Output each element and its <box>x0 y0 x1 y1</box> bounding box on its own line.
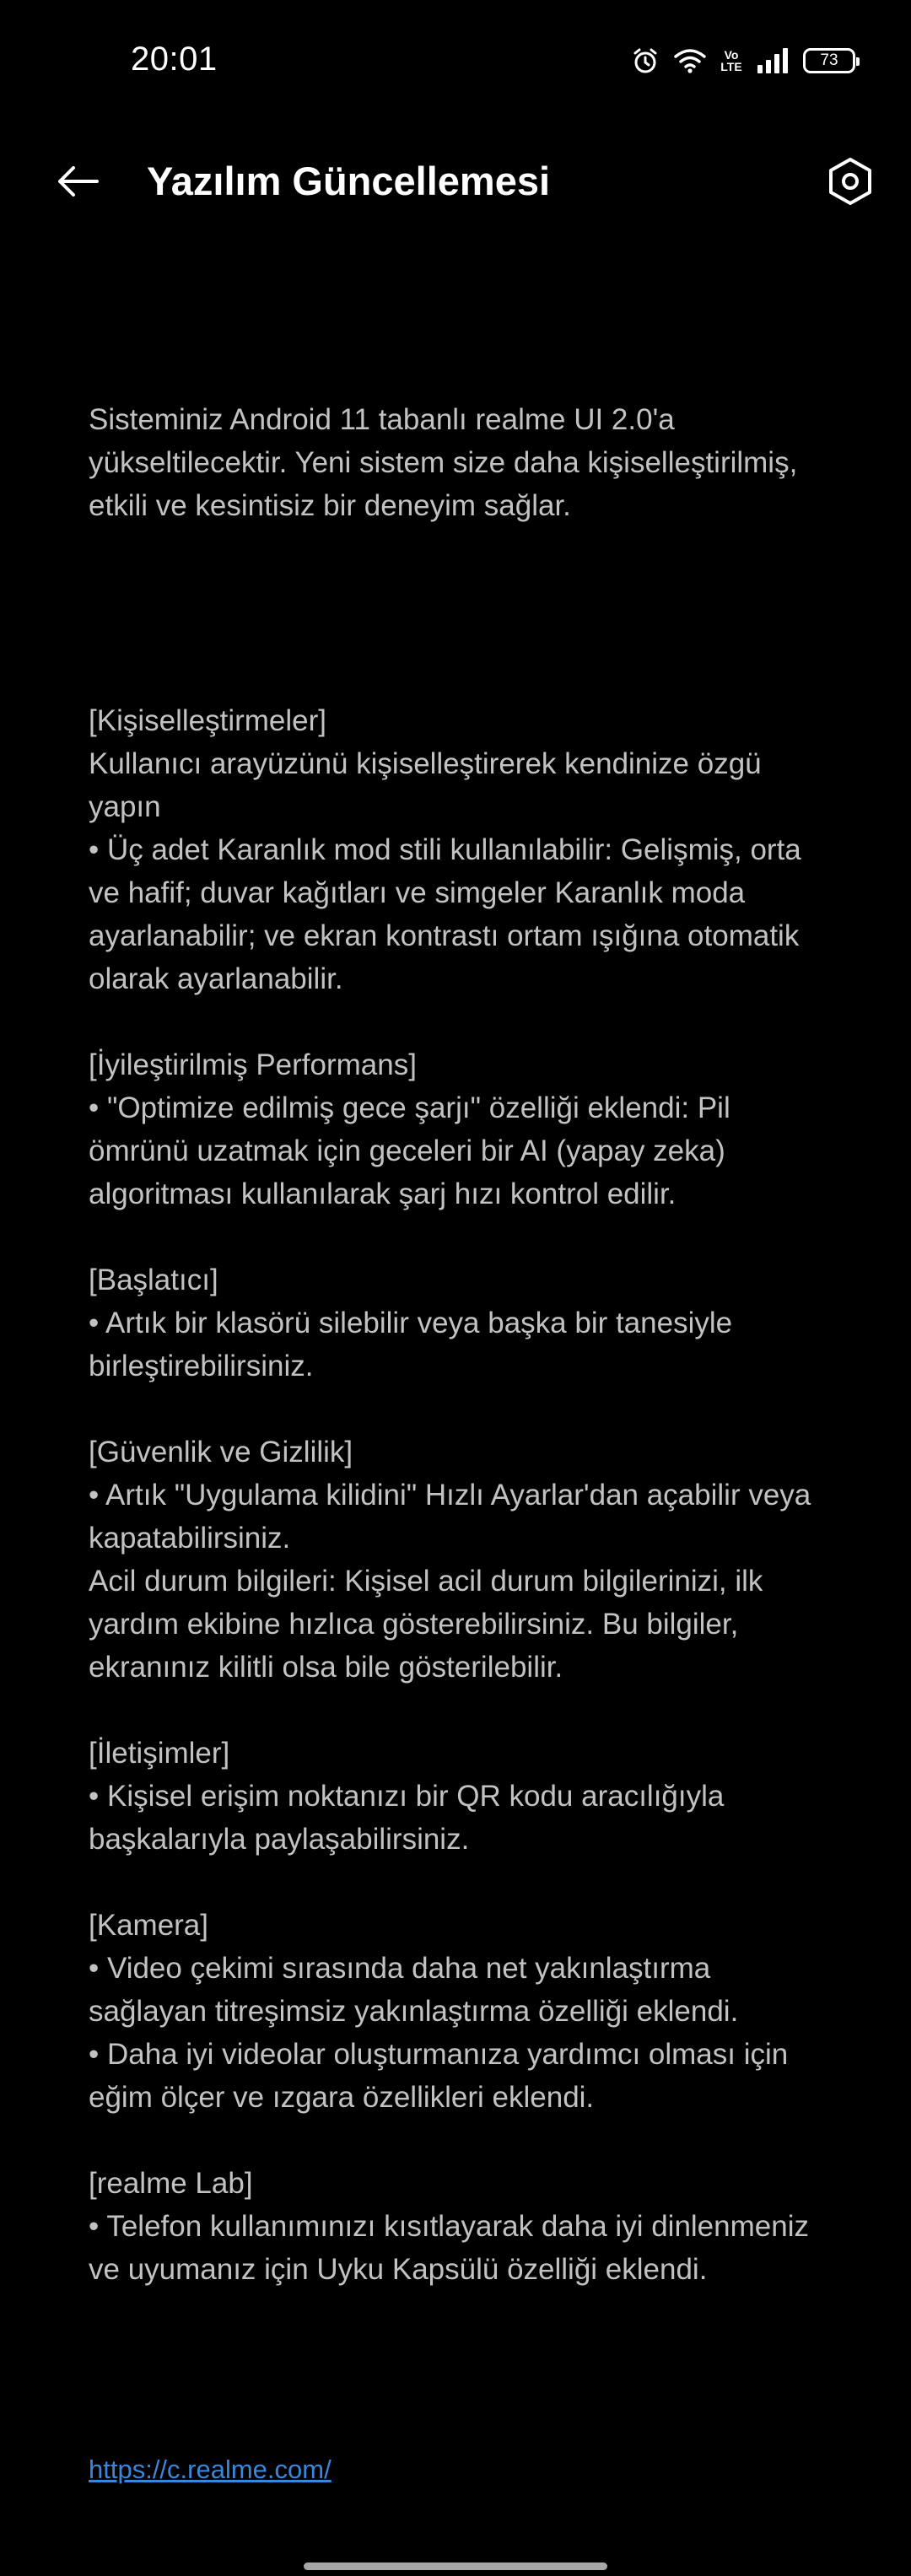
section-line: Acil durum bilgileri: Kişisel acil durum bilgilerinizi, ilk yardım ekibine hızlıca gösterebilirsiniz. Bu bilgiler, ekranınız kilitli olsa bile gösterilebilir. <box>89 1565 763 1684</box>
section-launcher <box>89 1258 831 1388</box>
section-title: [Kişiselleştirmeler] <box>89 704 326 737</box>
section-line: • Kişisel erişim noktanızı bir QR kodu aracılığıyla başkalarıyla paylaşabilirsiniz. <box>89 1780 725 1856</box>
settings-button[interactable] <box>823 154 877 208</box>
volte-top-label: Vo <box>724 48 739 62</box>
section-line: • Artık bir klasörü silebilir veya başka bir tanesiyle birleştirebilirsiniz. <box>89 1307 733 1382</box>
realme-link[interactable]: https://c.realme.com/ <box>89 2455 332 2484</box>
section-security-privacy <box>89 1431 831 1689</box>
section-title: [Başlatıcı] <box>89 1264 218 1296</box>
app-bar <box>0 143 911 219</box>
section-title: [realme Lab] <box>89 2167 253 2200</box>
section-line: • Daha iyi videolar oluşturmanıza yardımcı olması için eğim ölçer ve ızgara özellikleri eklendi. <box>89 2038 789 2114</box>
status-time: 20:01 <box>131 40 218 78</box>
volte-bottom-label: LTE <box>720 60 742 73</box>
section-realme-lab <box>89 2162 831 2291</box>
section-line: • Üç adet Karanlık mod stili kullanılabilir: Gelişmiş, orta ve hafif; duvar kağıtları ve simgeler Karanlık moda ayarlanabilir; ve ekran kontrastı ortam ışığına otomatik olarak ayarlanabilir. <box>89 833 801 995</box>
page-title: Yazılım Güncellemesi <box>147 159 551 203</box>
release-notes <box>89 398 831 2334</box>
home-indicator[interactable] <box>304 2563 607 2570</box>
section-title: [İletişimler] <box>89 1737 230 1770</box>
alarm-icon <box>631 46 660 75</box>
section-line: • Telefon kullanımınızı kısıtlayarak daha iyi dinlenmeniz ve uyumanız için Uyku Kapsülü özelliği eklendi. <box>89 2210 809 2286</box>
section-title: [Güvenlik ve Gizlilik] <box>89 1436 353 1469</box>
section-line: • "Optimize edilmiş gece şarjı" özelliği eklendi: Pil ömrünü uzatmak için geceleri bir AI (yapay zeka) algoritması kullanılarak şarj hızı kontrol edilir. <box>89 1091 730 1210</box>
section-title: [İyileştirilmiş Performans] <box>89 1048 417 1081</box>
status-bar <box>0 0 911 118</box>
battery-icon: 73 <box>803 48 855 73</box>
section-line: • Artık "Uygulama kilidini" Hızlı Ayarlar'dan açabilir veya kapatabilirsiniz. <box>89 1479 811 1555</box>
status-icons <box>631 44 855 78</box>
section-line: Kullanıcı arayüzünü kişiselleştirerek kendinize özgü yapın <box>89 747 762 823</box>
section-camera <box>89 1904 831 2119</box>
section-title: [Kamera] <box>89 1909 208 1942</box>
sections <box>89 699 831 2291</box>
signal-icon <box>756 48 790 73</box>
section-communications <box>89 1732 831 1861</box>
gear-icon <box>827 157 873 206</box>
section-performance <box>89 1043 831 1215</box>
intro-text: Sisteminiz Android 11 tabanlı realme UI 2.0'a yükseltilecektir. Yeni sistem size daha kişiselleştirilmiş, etkili ve kesintisiz bir deneyim sağlar. <box>89 403 798 522</box>
wifi-icon <box>673 47 707 74</box>
arrow-left-icon <box>55 164 100 198</box>
section-line: • Video çekimi sırasında daha net yakınlaştırma sağlayan titreşimsiz yakınlaştırma özelliği eklendi. <box>89 1952 739 2028</box>
volte-icon <box>720 49 742 73</box>
section-personalization <box>89 699 831 1000</box>
back-button[interactable] <box>51 158 105 205</box>
